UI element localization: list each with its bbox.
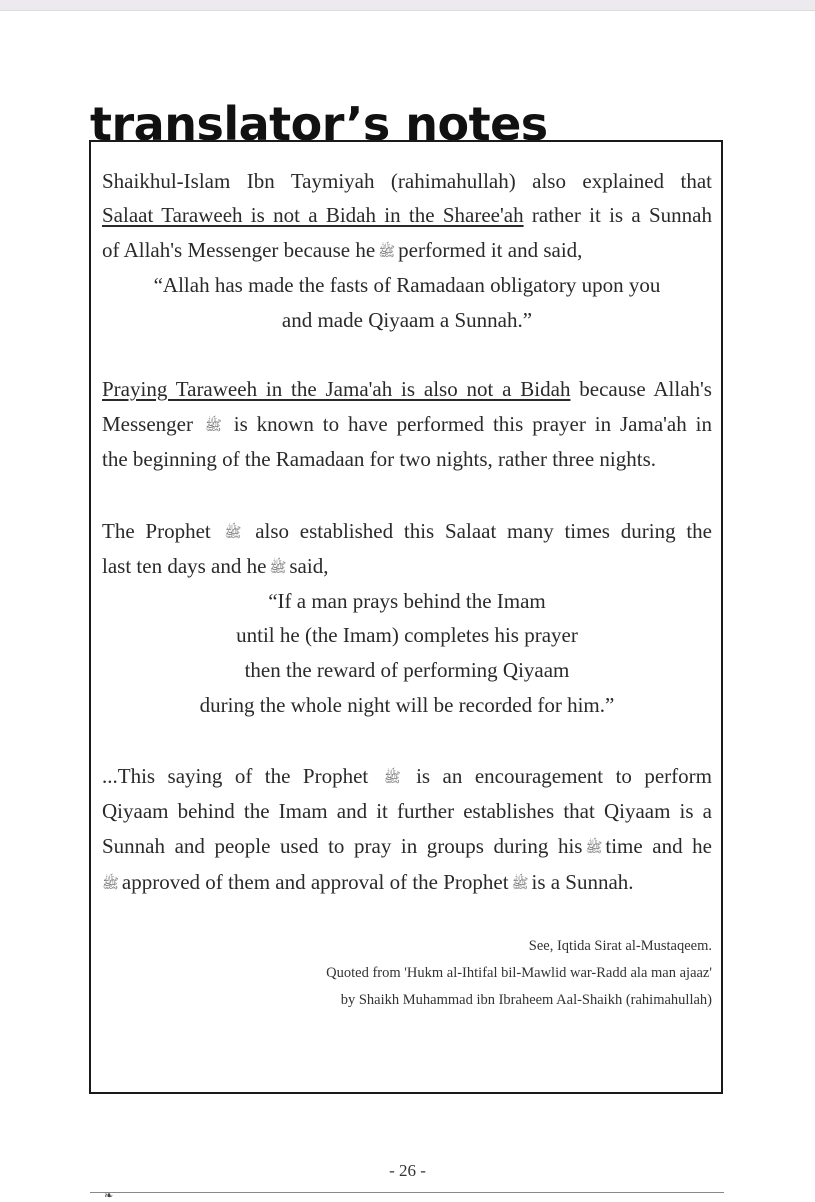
footer-ornament-icon: ❧ xyxy=(104,1189,114,1202)
honorific-icon: ﷺ xyxy=(585,841,603,856)
para1-line1: Shaikhul-Islam Ibn Taymiyah (rahimahullah) also explained that xyxy=(102,169,712,193)
underlined-text: Praying Taraweeh in the Jama'ah is also not a Bidah xyxy=(102,377,571,401)
hadith-quote-line: then the reward of performing Qiyaam xyxy=(244,658,570,682)
source-reference: See, Iqtida Sirat al-Mustaqeem. xyxy=(528,938,712,954)
source-reference: by Shaikh Muhammad ibn Ibraheem Aal-Shaikh (rahimahullah) xyxy=(340,992,712,1008)
footer-divider xyxy=(90,1192,724,1193)
para2-line1: Praying Taraweeh in the Jama'ah is also not a Bidah because Allah's xyxy=(102,377,712,401)
para2-line2: Messenger ﷺ is known to have performed this prayer in Jama'ah in xyxy=(102,407,712,441)
viewer-top-strip xyxy=(0,0,815,11)
honorific-icon: ﷺ xyxy=(383,771,401,786)
para4-line2: Qiyaam behind the Imam and it further establishes that Qiyaam is a xyxy=(102,799,712,823)
para3-line1: The Prophet ﷺ also established this Salaat many times during the xyxy=(102,514,712,548)
honorific-icon: ﷺ xyxy=(269,561,287,576)
para2-line3: the beginning of the Ramadaan for two nights, rather three nights. xyxy=(102,447,657,471)
honorific-icon: ﷺ xyxy=(224,526,242,541)
honorific-icon: ﷺ xyxy=(378,245,396,260)
para4-line4: ﷺ approved of them and approval of the Prophet ﷺ is a Sunnah. xyxy=(102,865,712,899)
para4-line1: ...This saying of the Prophet ﷺ is an encouragement to perform xyxy=(102,759,712,793)
hadith-quote-line: until he (the Imam) completes his prayer xyxy=(236,623,578,647)
para1-line2: Salaat Taraweeh is not a Bidah in the Sharee'ah rather it is a Sunnah xyxy=(102,203,712,227)
underlined-text: Salaat Taraweeh is not a Bidah in the Sharee'ah xyxy=(102,203,524,227)
hadith-quote-line: during the whole night will be recorded for him.” xyxy=(199,693,615,717)
source-reference: Quoted from 'Hukm al-Ihtifal bil-Mawlid war-Radd ala man ajaaz' xyxy=(326,965,712,981)
page-heading: translator’s notes xyxy=(90,97,548,151)
hadith-quote-line: and made Qiyaam a Sunnah.” xyxy=(281,308,533,332)
para3-line2: last ten days and he ﷺ said, xyxy=(102,549,712,583)
hadith-quote-line: “Allah has made the fasts of Ramadaan obligatory upon you xyxy=(153,273,661,297)
hadith-quote-line: “If a man prays behind the Imam xyxy=(268,589,546,613)
page-number: - 26 - xyxy=(389,1161,426,1180)
para1-line3: of Allah's Messenger because he ﷺ performed it and said, xyxy=(102,233,712,267)
para4-line3: Sunnah and people used to pray in groups during his ﷺ time and he xyxy=(102,829,712,863)
honorific-icon: ﷺ xyxy=(102,877,119,892)
honorific-icon: ﷺ xyxy=(204,419,222,434)
honorific-icon: ﷺ xyxy=(511,877,529,892)
